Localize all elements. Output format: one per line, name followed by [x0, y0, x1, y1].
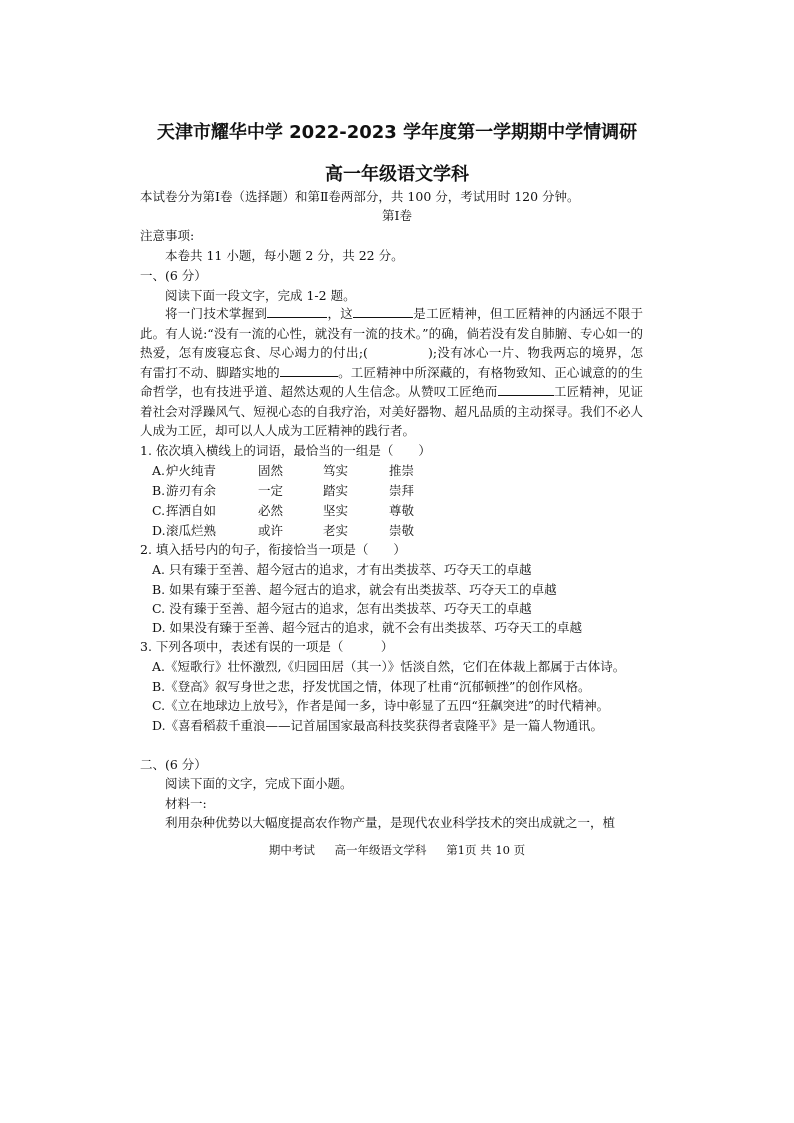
option-word: 崇敬 [389, 523, 415, 538]
option-word: 崇拜 [389, 483, 415, 498]
option-word: 挥洒自如 [166, 503, 217, 518]
footer-page-number: 第1页 共 10 页 [446, 843, 526, 857]
passage-text: ，这 [327, 306, 354, 321]
page-subtitle: 高一年级语文学科 [325, 164, 469, 185]
passage-text: 将一门技术掌握到 [165, 306, 268, 321]
option-word: 固然 [258, 463, 284, 478]
option-word: 尊敬 [389, 503, 415, 518]
passage-text: 。工匠精神中所深藏的，有格物致知、正心诚意的的生命哲学，也有技进乎道、超然达观的人生信念。从赞叹工匠绝而 [140, 364, 643, 399]
question-3-option: B.《登高》叙写身世之悲，抒发忧国之情，体现了杜甫“沉郁顿挫”的创作风格。 [152, 679, 591, 694]
option-word: 游刃有余 [166, 483, 217, 498]
section1-instruction: 阅读下面一段文字，完成 1-2 题。 [165, 288, 356, 303]
question-2-option: B. 如果有臻于至善、超今冠古的追求，就会有出类拔萃、巧夺天工的卓越 [152, 582, 557, 597]
option-word: 推崇 [389, 463, 415, 478]
passage-text: );没有冰心一片、物我两忘的境界，怎有雷打不动、脚踏实地的 [140, 345, 643, 380]
option-letter: D. [152, 523, 166, 538]
question-3-option: D.《喜看稻菽千重浪——记首届国家最高科技奖获得者袁隆平》是一篇人物通讯。 [152, 718, 604, 733]
page-title: 天津市耀华中学 2022-2023 学年度第一学期期中学情调研 [156, 122, 638, 143]
passage-text: 工匠精神，见证着社会对浮躁风气、短视心态的自我疗治，对美好器物、超凡品质的主动探寻。我们不必人人成为工匠，却可以人人成为工匠精神的践行者。 [140, 384, 643, 438]
material-label: 材料一: [165, 796, 207, 811]
option-letter: C. [152, 503, 166, 518]
option-word: 踏实 [323, 483, 349, 498]
passage-paragraph [140, 304, 643, 441]
question-3-option: C.《立在地球边上放号》，作者是闻一多，诗中彰显了五四“狂飙突进”的时代精神。 [152, 698, 610, 713]
fill-blank-3 [280, 364, 338, 377]
page-footer [0, 842, 794, 858]
notice-heading: 注意事项: [140, 228, 195, 243]
section1-heading: 一、(6 分） [140, 268, 207, 283]
question-2-option: D. 如果没有臻于至善、超今冠古的追求，就不会有出类拔萃、巧夺天工的卓越 [152, 620, 583, 635]
option-word: 必然 [258, 503, 284, 518]
material-text: 利用杂种优势以大幅度提高农作物产量，是现代农业科学技术的突出成就之一，植 [165, 815, 616, 830]
question-3-option: A.《短歌行》壮怀激烈,《归园田居（其一）》恬淡自然，它们在体裁上都属于古体诗。 [152, 659, 626, 674]
option-word: 笃实 [323, 463, 349, 478]
question-1-stem: 1. 依次填入横线上的词语，最恰当的一组是（ ） [140, 443, 431, 458]
option-word: 滚瓜烂熟 [166, 523, 217, 538]
question-2-option: A. 只有臻于至善、超今冠古的追求，才有出类拔萃、巧夺天工的卓越 [152, 562, 532, 577]
intro-text: 本试卷分为第Ⅰ卷（选择题）和第Ⅱ卷两部分，共 100 分，考试用时 120 分钟。 [140, 189, 580, 204]
section2-instruction: 阅读下面的文字，完成下面小题。 [165, 776, 353, 791]
footer-exam: 期中考试 [268, 843, 315, 857]
option-word: 或许 [258, 523, 284, 538]
option-letter: A. [152, 463, 166, 478]
question-2-option: C. 没有臻于至善、超今冠古的追求，怎有出类拔萃、巧夺天工的卓越 [152, 601, 532, 616]
question-2-stem: 2. 填入括号内的句子，衔接恰当一项是（ ） [140, 542, 406, 557]
option-letter: B. [152, 483, 166, 498]
question-3-stem: 3. 下列各项中，表述有误的一项是（ ） [140, 639, 394, 654]
section2-heading: 二、(6 分） [140, 757, 207, 772]
option-word: 坚实 [323, 503, 349, 518]
option-word: 炉火纯青 [166, 463, 217, 478]
fill-blank-2 [353, 305, 413, 318]
fill-blank-4 [498, 383, 554, 396]
notice-body: 本卷共 11 小题，每小题 2 分，共 22 分。 [165, 248, 404, 263]
option-word: 老实 [323, 523, 349, 538]
passage-text: 是工匠精神，但工匠精神的内涵远不限于此。有人说:“没有一流的心性，就没有一流的技术。”的确，倘若没有发自肺腑、专心如一的热爱，怎有废寝忘食、尽心竭力的付出;( [140, 306, 643, 360]
option-word: 一定 [258, 483, 284, 498]
footer-course: 高一年级语文学科 [334, 843, 427, 857]
fill-blank-1 [267, 305, 327, 318]
volume-label: 第Ⅰ卷 [382, 208, 412, 223]
